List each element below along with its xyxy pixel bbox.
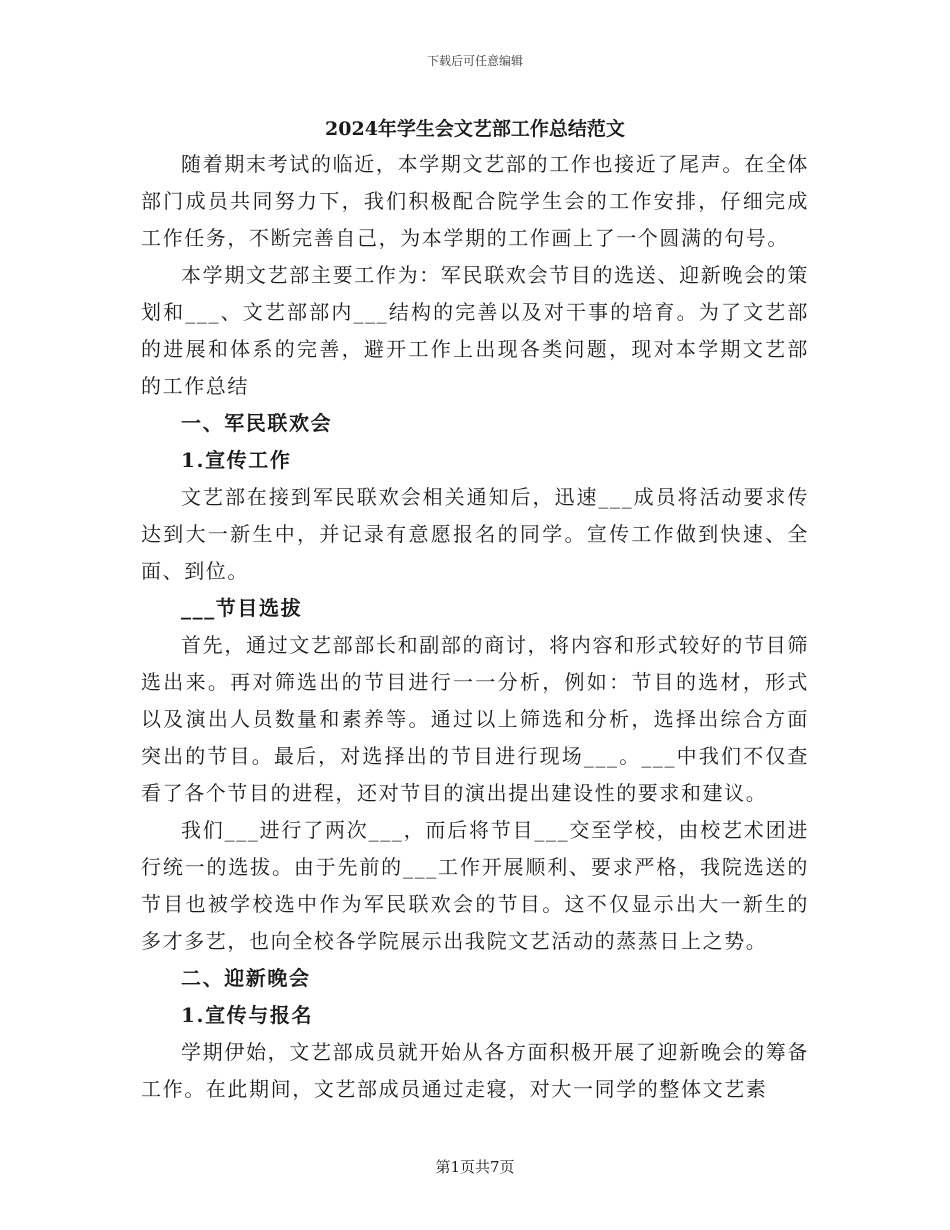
paragraph-intro: 随着期末考试的临近，本学期文艺部的工作也接近了尾声。在全体部门成员共同努力下，我们积极配合院学生会的工作安排，仔细完成工作任务，不断完善自己，为本学期的工作画上了一个圆满的句号。 xyxy=(141,152,809,250)
paragraph-selection: 首先，通过文艺部部长和副部的商讨，将内容和形式较好的节目筛选出来。再对筛选出的节目进行一一分析，例如：节目的选材，形式以及演出人员数量和素养等。通过以上筛选和分析，选择出综合方面突出的节目。最后，对选择出的节目进行现场___。___中我们不仅查看了各个节目的进程，还对节目的演出提出建设性的要求和建议。 xyxy=(141,633,809,805)
document-title: 2024年学生会文艺部工作总结范文 xyxy=(325,118,625,140)
subsection-heading-1-2: ___节目选拔 xyxy=(181,596,303,620)
section-heading-1: 一、军民联欢会 xyxy=(181,411,333,435)
paragraph-main-work: 本学期文艺部主要工作为：军民联欢会节目的选送、迎新晚会的策划和___、文艺部部内___结构的完善以及对干事的培育。为了文艺部的进展和体系的完善，避开工作上出现各类问题，现对本学期文艺部的工作总结 xyxy=(141,263,809,398)
subsection-heading-1-1: 1.宣传工作 xyxy=(181,448,292,472)
paragraph-publicity: 文艺部在接到军民联欢会相关通知后，迅速___成员将活动要求传达到大一新生中，并记录有意愿报名的同学。宣传工作做到快速、全面、到位。 xyxy=(141,485,809,583)
page-header-note: 下载后可任意编辑 xyxy=(426,54,523,68)
document-body xyxy=(141,146,809,1108)
subsection-heading-2-1: 1.宣传与报名 xyxy=(181,1003,314,1027)
paragraph-rehearsal: 我们___进行了两次___，而后将节目___交至学校，由校艺术团进行统一的选拔。由于先前的___工作开展顺利、要求严格，我院选送的节目也被学校选中作为军民联欢会的节目。这不仅显示出大一新生的多才多艺，也向全校各学院展示出我院文艺活动的蒸蒸日上之势。 xyxy=(141,818,809,953)
section-heading-2: 二、迎新晚会 xyxy=(181,966,311,990)
paragraph-registration: 学期伊始，文艺部成员就开始从各方面积极开展了迎新晚会的筹备工作。在此期间，文艺部成员通过走寝，对大一同学的整体文艺素 xyxy=(141,1040,809,1101)
page-number-footer: 第1页共7页 xyxy=(435,1158,515,1176)
